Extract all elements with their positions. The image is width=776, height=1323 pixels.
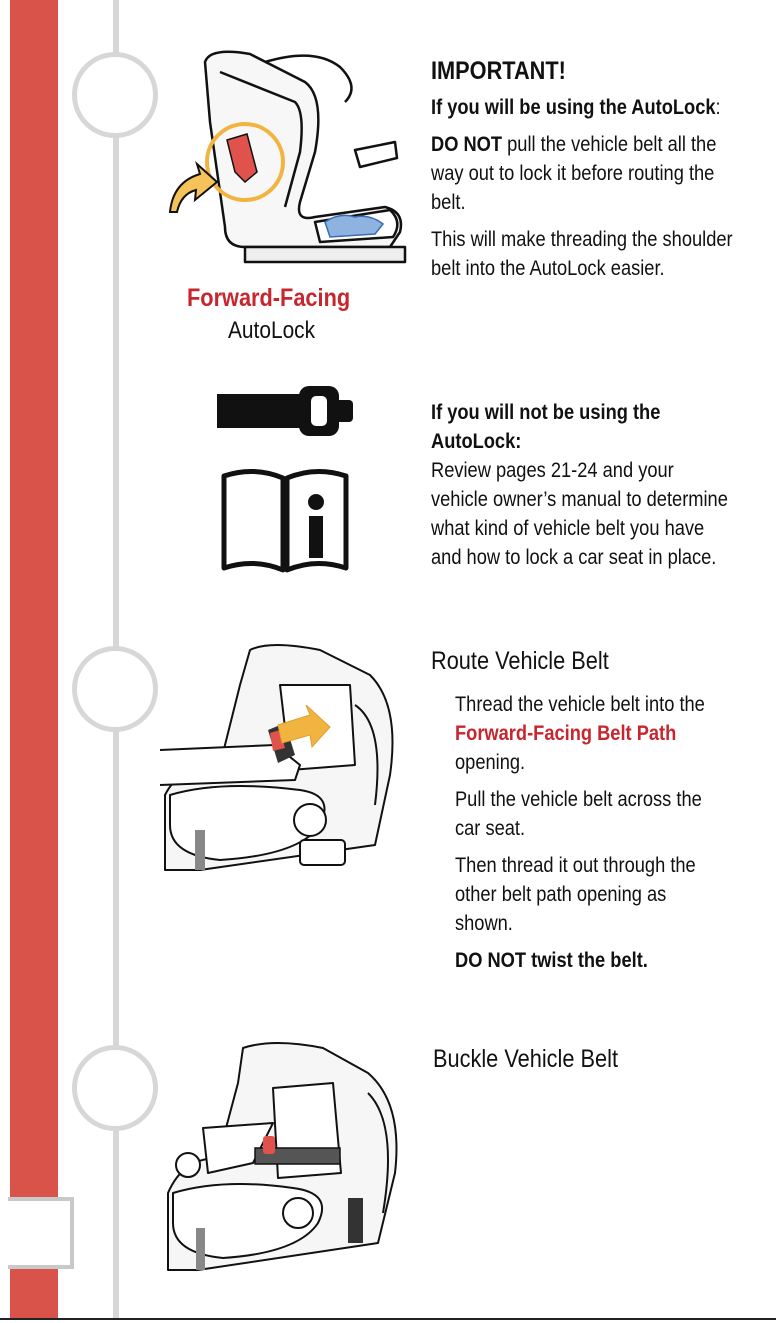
car-seat-autolock-illustration bbox=[165, 42, 410, 267]
route-step-3: Then thread it out through the other belt path opening as shown. bbox=[455, 854, 696, 935]
bottom-divider bbox=[0, 1318, 776, 1320]
owner-manual-icon bbox=[220, 468, 350, 578]
step-circle-1 bbox=[72, 52, 158, 138]
autolock-note: This will make threading the shoulder belt into the AutoLock easier. bbox=[431, 228, 733, 280]
route-step-4-warning: DO NOT twist the belt. bbox=[455, 949, 648, 972]
route-step-2: Pull the vehicle belt across the car seat. bbox=[455, 788, 702, 840]
page-number-tab bbox=[8, 1197, 74, 1269]
important-block bbox=[431, 55, 736, 291]
buckle-heading: Buckle Vehicle Belt bbox=[433, 1045, 618, 1073]
autolock-warning: DO NOT pull the vehicle belt all the way out to lock it before routing the belt. bbox=[431, 133, 717, 214]
step-circle-2 bbox=[72, 646, 158, 732]
belt-clip-icon bbox=[215, 382, 355, 442]
buckle-belt-illustration bbox=[163, 1043, 408, 1270]
side-accent-bar bbox=[10, 0, 58, 1318]
route-step-1: Thread the vehicle belt into the Forward-Facing Belt Path opening. bbox=[455, 693, 705, 774]
not-using-autolock-block bbox=[431, 398, 736, 572]
route-belt-illustration bbox=[160, 645, 410, 870]
important-heading: IMPORTANT! bbox=[431, 57, 566, 85]
route-steps bbox=[455, 690, 716, 983]
not-using-heading: If you will not be using the AutoLock: bbox=[431, 401, 661, 453]
step-circle-3 bbox=[72, 1045, 158, 1131]
autolock-question: If you will be using the AutoLock: bbox=[431, 96, 721, 119]
seat-caption-red: Forward-Facing bbox=[187, 284, 351, 312]
not-using-body: Review pages 21-24 and your vehicle owner’s manual to determine what kind of vehicle belt you have and how to lock a car seat in place. bbox=[431, 459, 728, 569]
route-heading: Route Vehicle Belt bbox=[431, 647, 609, 675]
seat-caption: AutoLock bbox=[228, 317, 316, 344]
